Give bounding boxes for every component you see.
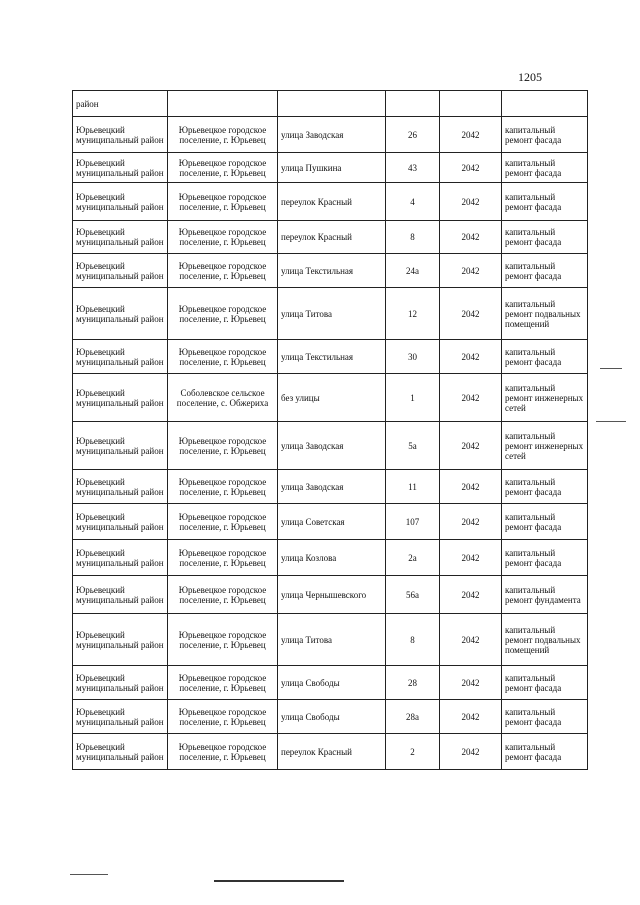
district-cell: Юрьевецкий муниципальный район [73,734,168,770]
house-cell [386,91,440,117]
year-cell: 2042 [440,221,502,254]
district-cell: Юрьевецкий муниципальный район [73,470,168,504]
street-cell: улица Пушкина [278,153,386,183]
settlement-cell: Юрьевецкое городское поселение, г. Юрьевец [168,614,278,666]
table-row [73,614,588,666]
work-cell: капитальный ремонт фасада [502,221,588,254]
house-cell: 8 [386,614,440,666]
street-cell: улица Советская [278,504,386,540]
year-cell: 2042 [440,422,502,470]
settlement-cell: Юрьевецкое городское поселение, г. Юрьевец [168,666,278,700]
work-cell: капитальный ремонт подвальных помещений [502,288,588,340]
house-cell: 28 [386,666,440,700]
work-cell: капитальный ремонт фасада [502,470,588,504]
table-row [73,540,588,576]
settlement-cell: Юрьевецкое городское поселение, г. Юрьевец [168,221,278,254]
table-row [73,700,588,734]
work-cell: капитальный ремонт фасада [502,153,588,183]
settlement-cell: Юрьевецкое городское поселение, г. Юрьевец [168,540,278,576]
year-cell: 2042 [440,183,502,221]
house-cell: 12 [386,288,440,340]
district-cell: Юрьевецкий муниципальный район [73,614,168,666]
house-cell: 5а [386,422,440,470]
street-cell: улица Свободы [278,700,386,734]
table-row [73,422,588,470]
work-cell: капитальный ремонт подвальных помещений [502,614,588,666]
table-row [73,340,588,374]
table-row [73,221,588,254]
year-cell: 2042 [440,470,502,504]
settlement-cell: Юрьевецкое городское поселение, г. Юрьевец [168,117,278,153]
street-cell: улица Текстильная [278,254,386,288]
district-cell: Юрьевецкий муниципальный район [73,183,168,221]
table-row [73,576,588,614]
settlement-cell [168,91,278,117]
street-cell: улица Свободы [278,666,386,700]
work-cell: капитальный ремонт фасада [502,254,588,288]
work-cell: капитальный ремонт фасада [502,540,588,576]
street-cell: переулок Красный [278,221,386,254]
house-cell: 2 [386,734,440,770]
house-cell: 30 [386,340,440,374]
work-cell: капитальный ремонт фасада [502,666,588,700]
house-cell: 24а [386,254,440,288]
margin-tick [600,368,622,369]
district-cell: Юрьевецкий муниципальный район [73,288,168,340]
house-cell: 107 [386,504,440,540]
settlement-cell: Юрьевецкое городское поселение, г. Юрьевец [168,254,278,288]
house-cell: 8 [386,221,440,254]
settlement-cell: Юрьевецкое городское поселение, г. Юрьевец [168,576,278,614]
table-row [73,288,588,340]
district-cell: Юрьевецкий муниципальный район [73,576,168,614]
table-row [73,666,588,700]
settlement-cell: Юрьевецкое городское поселение, г. Юрьевец [168,153,278,183]
table-row [73,254,588,288]
page-number: 1205 [518,70,542,84]
district-cell: Юрьевецкий муниципальный район [73,422,168,470]
street-cell: улица Козлова [278,540,386,576]
work-cell: капитальный ремонт фасада [502,183,588,221]
year-cell: 2042 [440,614,502,666]
year-cell: 2042 [440,117,502,153]
settlement-cell: Юрьевецкое городское поселение, г. Юрьевец [168,504,278,540]
district-cell: Юрьевецкий муниципальный район [73,504,168,540]
work-cell: капитальный ремонт фасада [502,734,588,770]
street-cell: улица Титова [278,288,386,340]
work-cell: капитальный ремонт фасада [502,504,588,540]
house-cell: 43 [386,153,440,183]
year-cell: 2042 [440,576,502,614]
house-cell: 4 [386,183,440,221]
table-row [73,374,588,422]
district-cell: Юрьевецкий муниципальный район [73,340,168,374]
street-cell: без улицы [278,374,386,422]
work-cell: капитальный ремонт инженерных сетей [502,422,588,470]
footer-rule [70,874,108,875]
settlement-cell: Юрьевецкое городское поселение, г. Юрьевец [168,183,278,221]
district-cell: район [73,91,168,117]
street-cell: улица Заводская [278,117,386,153]
house-cell: 11 [386,470,440,504]
year-cell: 2042 [440,288,502,340]
work-cell: капитальный ремонт инженерных сетей [502,374,588,422]
year-cell: 2042 [440,340,502,374]
street-cell: улица Заводская [278,422,386,470]
house-cell: 1 [386,374,440,422]
district-cell: Юрьевецкий муниципальный район [73,117,168,153]
year-cell: 2042 [440,153,502,183]
repair-schedule-table [72,90,588,770]
table-row [73,117,588,153]
year-cell: 2042 [440,374,502,422]
settlement-cell: Юрьевецкое городское поселение, г. Юрьевец [168,422,278,470]
house-cell: 26 [386,117,440,153]
house-cell: 28а [386,700,440,734]
work-cell: капитальный ремонт фасада [502,340,588,374]
table-body [73,91,588,770]
table-row [73,504,588,540]
settlement-cell: Юрьевецкое городское поселение, г. Юрьевец [168,734,278,770]
year-cell [440,91,502,117]
street-cell [278,91,386,117]
district-cell: Юрьевецкий муниципальный район [73,254,168,288]
footer-rule [214,880,344,882]
margin-tick [596,421,626,422]
settlement-cell: Юрьевецкое городское поселение, г. Юрьевец [168,288,278,340]
street-cell: улица Текстильная [278,340,386,374]
table-row [73,183,588,221]
settlement-cell: Юрьевецкое городское поселение, г. Юрьевец [168,470,278,504]
table-row [73,470,588,504]
work-cell: капитальный ремонт фундамента [502,576,588,614]
settlement-cell: Юрьевецкое городское поселение, г. Юрьевец [168,340,278,374]
district-cell: Юрьевецкий муниципальный район [73,221,168,254]
district-cell: Юрьевецкий муниципальный район [73,666,168,700]
year-cell: 2042 [440,254,502,288]
house-cell: 2а [386,540,440,576]
year-cell: 2042 [440,734,502,770]
year-cell: 2042 [440,504,502,540]
street-cell: переулок Красный [278,183,386,221]
work-cell: капитальный ремонт фасада [502,117,588,153]
work-cell: капитальный ремонт фасада [502,700,588,734]
house-cell: 56а [386,576,440,614]
table-row [73,153,588,183]
table-row [73,734,588,770]
district-cell: Юрьевецкий муниципальный район [73,700,168,734]
street-cell: улица Титова [278,614,386,666]
year-cell: 2042 [440,700,502,734]
street-cell: переулок Красный [278,734,386,770]
district-cell: Юрьевецкий муниципальный район [73,153,168,183]
district-cell: Юрьевецкий муниципальный район [73,374,168,422]
continuation-row [73,91,588,117]
street-cell: улица Заводская [278,470,386,504]
year-cell: 2042 [440,666,502,700]
settlement-cell: Юрьевецкое городское поселение, г. Юрьевец [168,700,278,734]
street-cell: улица Чернышевского [278,576,386,614]
district-cell: Юрьевецкий муниципальный район [73,540,168,576]
year-cell: 2042 [440,540,502,576]
work-cell [502,91,588,117]
settlement-cell: Соболевское сельское поселение, с. Обжериха [168,374,278,422]
